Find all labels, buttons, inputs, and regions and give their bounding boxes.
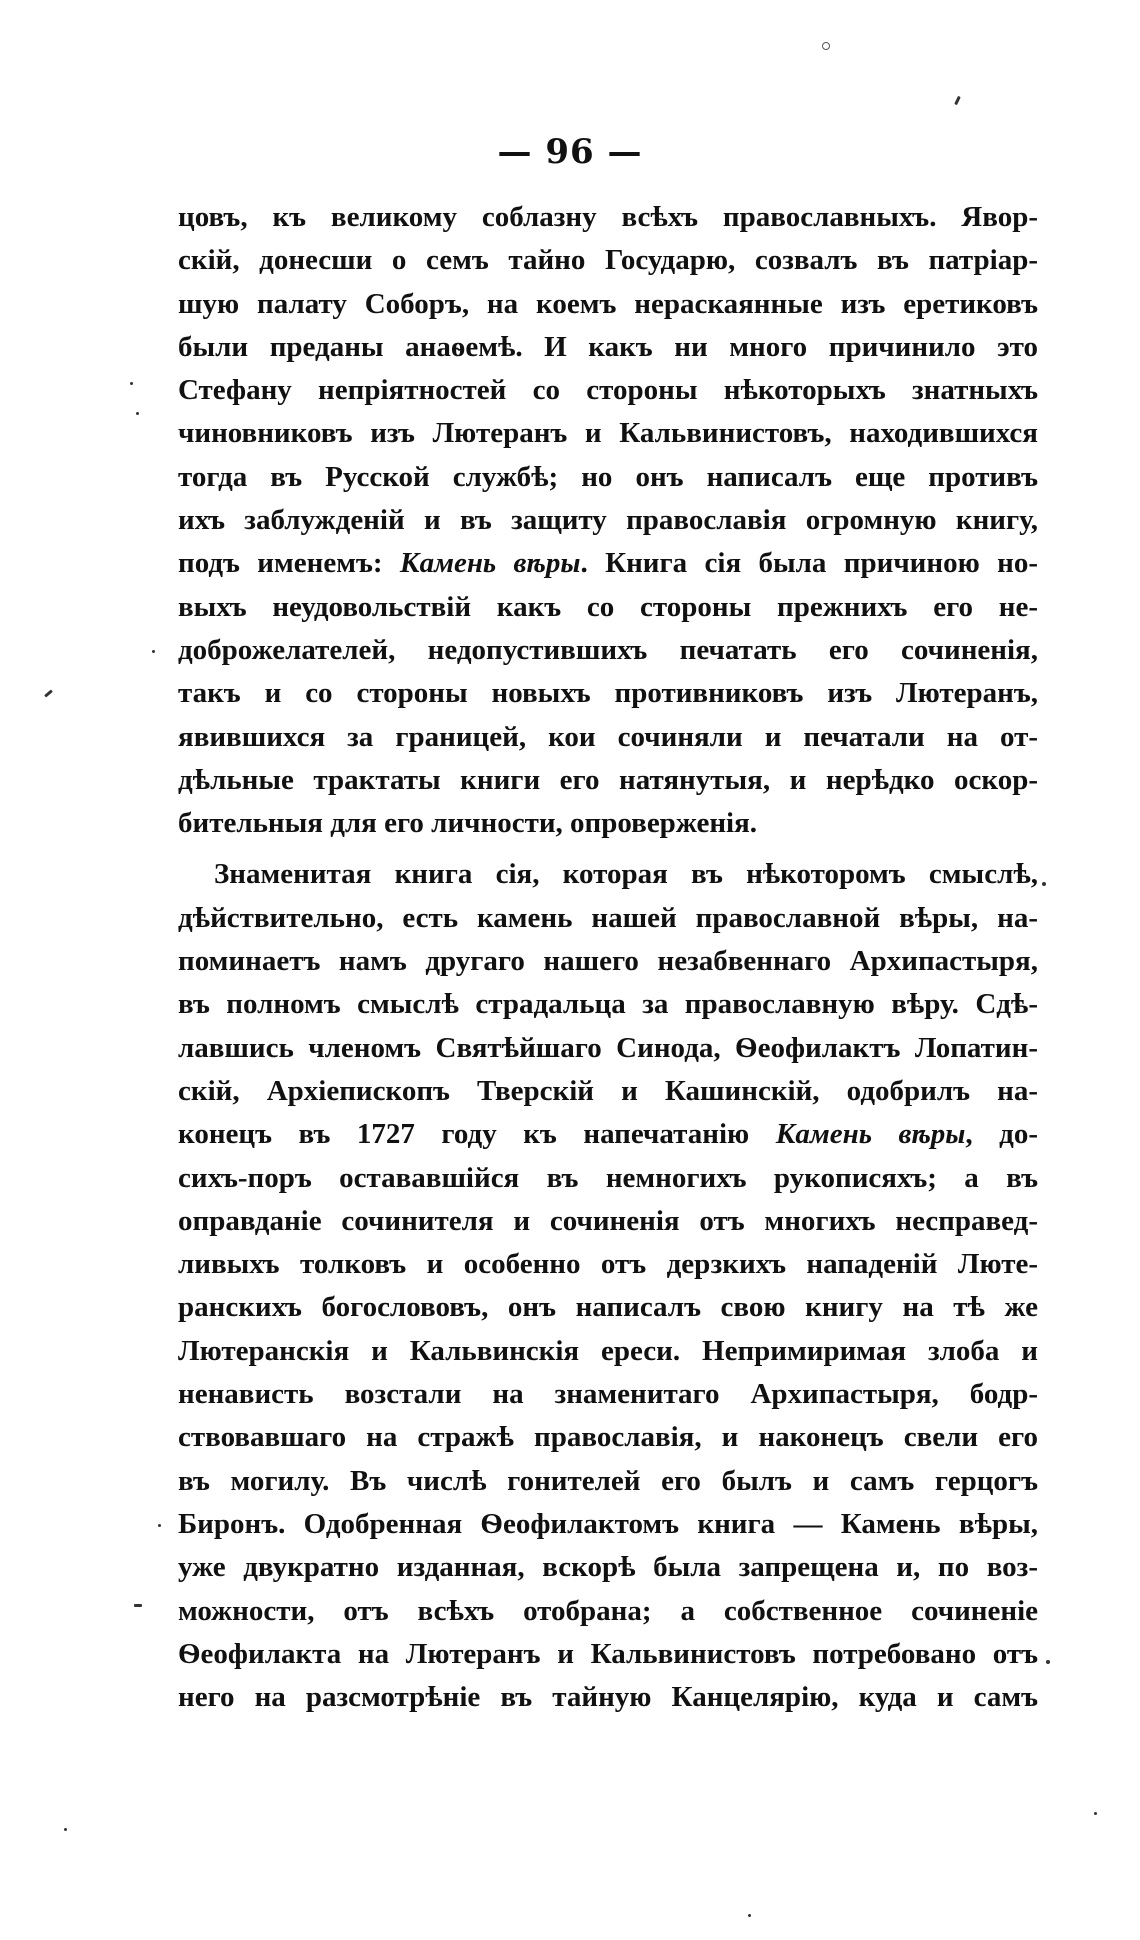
text-line: бительныя для его личности, опроверженія. — [178, 807, 758, 840]
text-line: ненависть возстали на знаменитаго Архипастыря, бодр- — [178, 1378, 1038, 1411]
text-line: Ѳеофилакта на Лютеранъ и Кальвинистовъ потребовано отъ — [178, 1637, 1038, 1670]
text-line: доброжелателей, недопустившихъ печатать его сочиненія, — [178, 633, 1038, 666]
scan-speck — [748, 1914, 751, 1917]
scan-speck — [134, 1604, 142, 1607]
text-line: можности, отъ всѣхъ отобрана; а собственное сочиненіе — [178, 1594, 1038, 1627]
text-line: уже двукратно изданная, вскорѣ была запрещена и, по воз- — [178, 1551, 1038, 1584]
text-line-with-italic — [178, 1113, 1038, 1156]
scan-speck — [64, 1828, 67, 1831]
text-line: лавшись членомъ Святѣйшаго Синода, Ѳеофилактъ Лопатин- — [178, 1031, 1038, 1064]
text-line: тогда въ Русской службѣ; но онъ написалъ еще противъ — [178, 460, 1038, 493]
text-line: шую палату Соборъ, на коемъ нераскаянные изъ еретиковъ — [178, 287, 1038, 320]
text-line: Знаменитая книга сія, которая въ нѣкоторомъ смыслѣ, — [214, 858, 1038, 891]
scan-speck — [136, 412, 139, 415]
italic-book-title: Камень вѣры — [775, 1118, 966, 1151]
text-line: ихъ заблужденій и въ защиту православія огромную книгу, — [178, 504, 1038, 537]
text-line: сихъ-поръ остававшійся въ немногихъ рукописяхъ; а въ — [178, 1161, 1038, 1194]
scan-speck — [44, 689, 53, 697]
text-line: Биронъ. Одобренная Ѳеофилактомъ книга — Камень вѣры, — [178, 1507, 1038, 1540]
paragraph-2 — [178, 853, 1038, 1719]
text-run: . Книга сія была причиною но- — [580, 547, 1038, 580]
text-run: , до- — [965, 1118, 1039, 1151]
text-line: Стефану непріятностей со стороны нѣкоторыхъ знатныхъ — [178, 374, 1038, 407]
text-line: поминаетъ намъ другаго нашего незабвеннаго Архипастыря, — [178, 945, 1038, 978]
text-line: Лютеранскія и Кальвинскія ереси. Непримиримая злоба и — [178, 1334, 1038, 1367]
text-line: въ полномъ смыслѣ страдальца за православную вѣру. Сдѣ- — [178, 988, 1038, 1021]
text-line: цовъ, къ великому соблазну всѣхъ православныхъ. Явор- — [178, 201, 1038, 233]
scan-speck — [954, 96, 961, 105]
body-text — [178, 196, 1038, 1719]
text-line: скій, донесши о семъ тайно Государю, созвалъ въ патріар- — [178, 244, 1038, 277]
paragraph-gap — [178, 845, 1038, 853]
text-line: дѣльные трактаты книги его натянутыя, и нерѣдко оскор- — [178, 763, 1038, 796]
text-line: въ могилу. Въ числѣ гонителей его былъ и самъ герцогъ — [178, 1464, 1038, 1497]
scan-speck — [1094, 1812, 1097, 1815]
text-run: конецъ въ 1727 году къ напечатанію — [178, 1118, 776, 1151]
text-line: чиновниковъ изъ Лютеранъ и Кальвинистовъ, находившихся — [178, 417, 1038, 450]
text-run: подъ именемъ: — [178, 547, 400, 580]
scan-speck — [158, 1524, 161, 1527]
paragraph-1 — [178, 196, 1038, 845]
text-line: ствовавшаго на стражѣ православія, и наконецъ свели его — [178, 1421, 1038, 1454]
italic-book-title: Камень вѣры — [399, 547, 581, 580]
text-line: были преданы анаѳемѣ. И какъ ни много причинило это — [178, 330, 1038, 363]
text-line: явившихся за границей, кои сочиняли и печатали на от- — [178, 720, 1038, 753]
scan-speck — [130, 382, 133, 385]
text-line: такъ и со стороны новыхъ противниковъ изъ Лютеранъ, — [178, 677, 1038, 710]
scan-speck — [822, 42, 830, 50]
text-line: него на разсмотрѣніе въ тайную Канцелярію, куда и самъ — [178, 1681, 1038, 1714]
page-number: — 96 — — [497, 132, 643, 172]
scan-speck — [152, 650, 155, 653]
text-line: дѣйствительно, есть камень нашей православной вѣры, на- — [178, 901, 1038, 934]
text-line: оправданіе сочинителя и сочиненія отъ многихъ несправед- — [178, 1204, 1038, 1237]
scan-speck — [1046, 1660, 1050, 1664]
text-line: скій, Архіепископъ Тверскій и Кашинскій, одобрилъ на- — [178, 1074, 1038, 1107]
text-line: ранскихъ богослововъ, онъ написалъ свою книгу на тѣ же — [178, 1291, 1038, 1324]
text-line: ливыхъ толковъ и особенно отъ дерзкихъ нападеній Люте- — [178, 1248, 1038, 1281]
scan-speck — [1042, 882, 1046, 886]
text-line: выхъ неудовольствій какъ со стороны прежнихъ его не- — [178, 590, 1038, 623]
text-line-with-italic — [178, 542, 1038, 585]
